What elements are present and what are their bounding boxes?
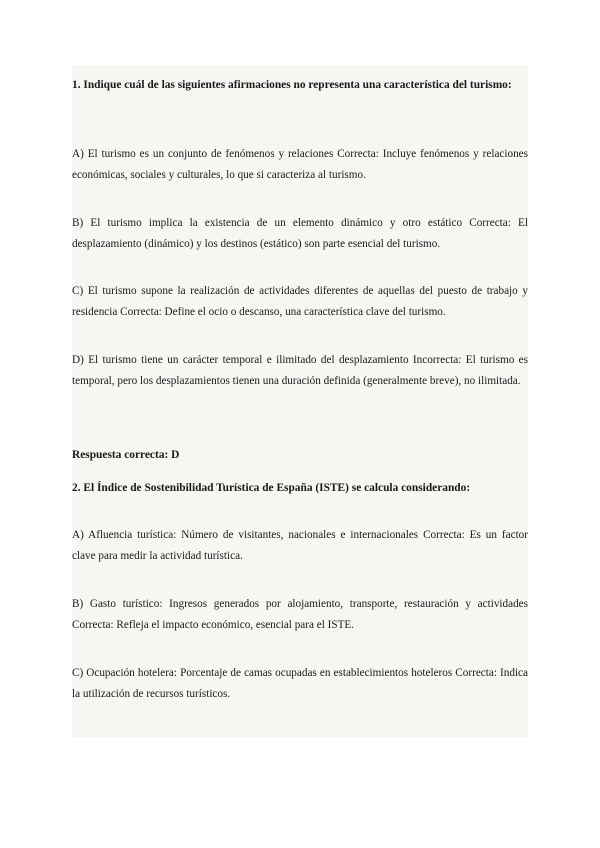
question-1-option-a: A) El turismo es un conjunto de fenómenos y relaciones Correcta: Incluye fenómenos y relaciones económicas, sociales y culturales, lo que si caracteriza al turismo.: [72, 148, 528, 181]
question-2-option-c: C) Ocupación hotelera: Porcentaje de camas ocupadas en establecimientos hoteleros Correcta: Indica la utilización de recursos turísticos.: [72, 667, 528, 700]
question-2-option-b: B) Gasto turístico: Ingresos generados por alojamiento, transporte, restauración y actividades Correcta: Refleja el impacto económico, esencial para el ISTE.: [72, 598, 528, 631]
question-2-option-a: A) Afluencia turística: Número de visitantes, nacionales e internacionales Correcta: Es un factor clave para medir la actividad turística.: [72, 529, 528, 562]
document-content: [72, 65, 528, 737]
question-1-answer: Respuesta correcta: D: [72, 449, 180, 461]
question-2-title: 2. El Índice de Sostenibilidad Turística de España (ISTE) se calcula considerando:: [72, 482, 471, 494]
question-1-option-d: D) El turismo tiene un carácter temporal e ilimitado del desplazamiento Incorrecta: El turismo es temporal, pero los desplazamientos tienen una duración definida (generalmente breve), no ilimitada.: [72, 354, 528, 387]
question-1-option-c: C) El turismo supone la realización de actividades diferentes de aquellas del puesto de trabajo y residencia Correcta: Define el ocio o descanso, una característica clave del turismo.: [72, 285, 528, 318]
question-1-option-b: B) El turismo implica la existencia de un elemento dinámico y otro estático Correcta: El desplazamiento (dinámico) y los destinos (estático) son parte esencial del turismo.: [72, 217, 528, 250]
question-1-title: 1. Indique cuál de las siguientes afirmaciones no representa una característica del turismo:: [72, 79, 512, 91]
